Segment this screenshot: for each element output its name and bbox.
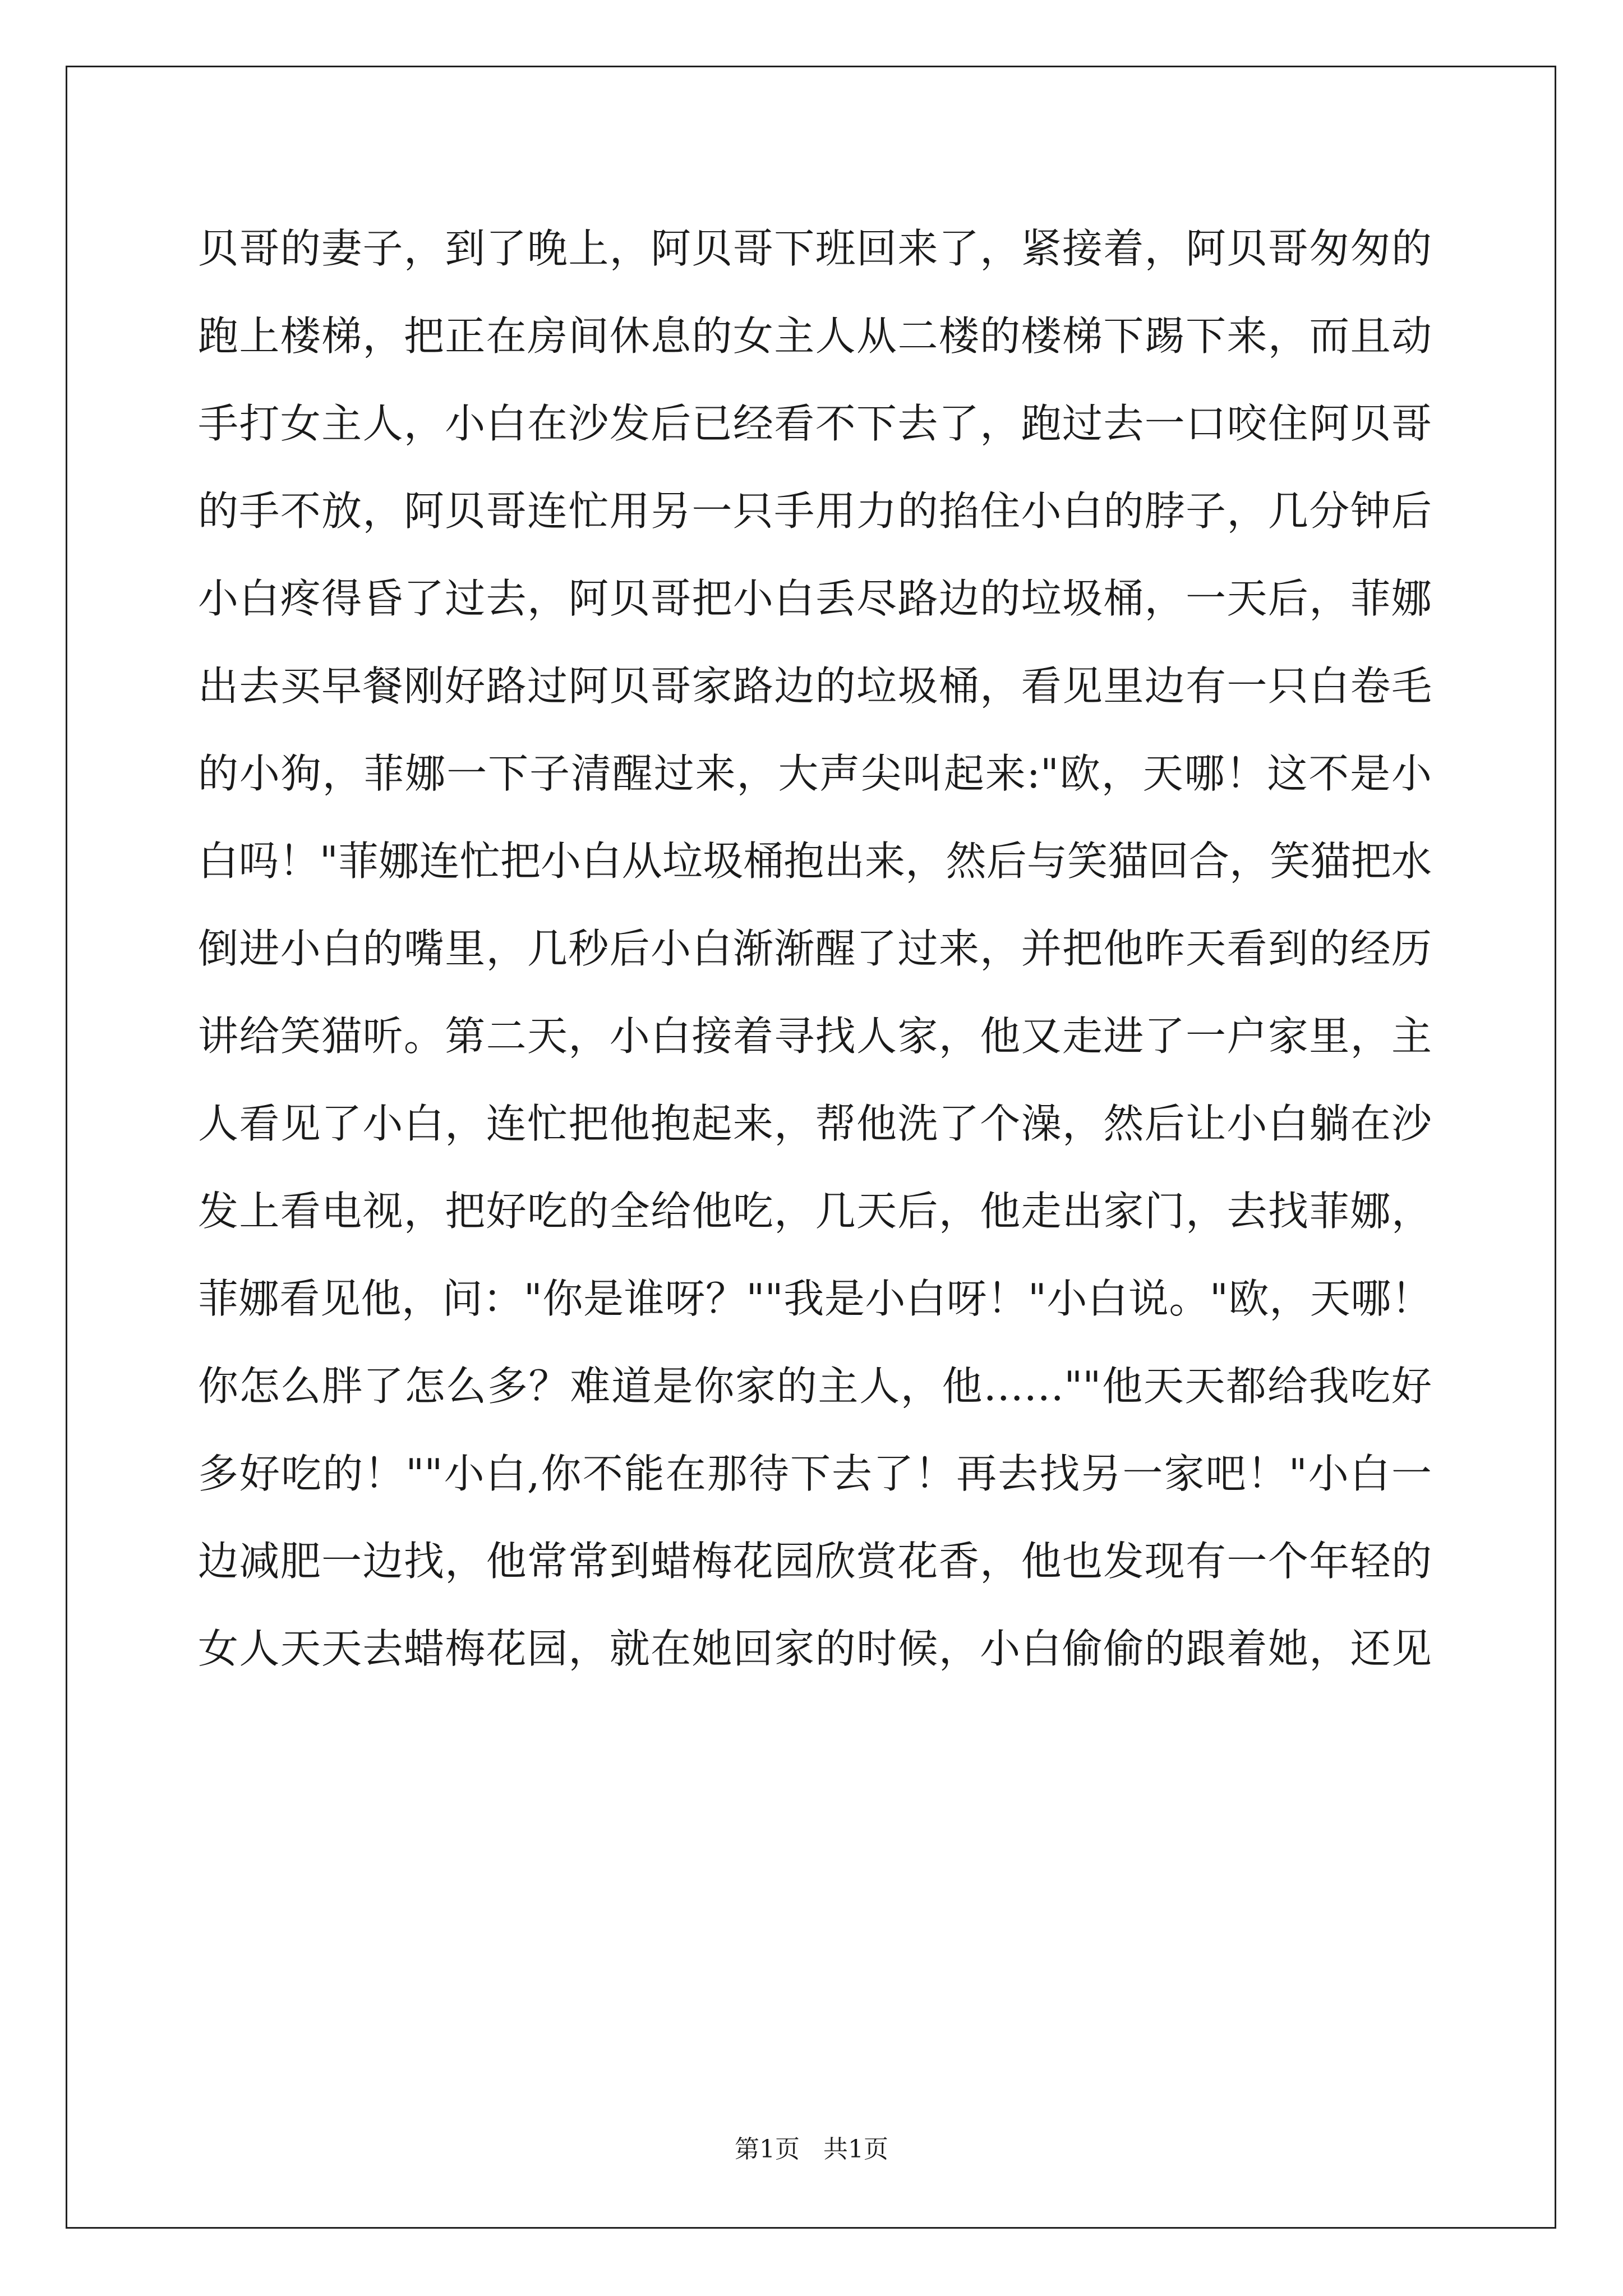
page-number-footer: 第1页 共1页 — [735, 2135, 888, 2164]
text-line: 小白疼得昏了过去，阿贝哥把小白丢尽路边的垃圾桶，一天后，菲娜 — [198, 575, 1432, 622]
text-line: 多好吃的！""小白,你不能在那待下去了！再去找另一家吧！"小白一 — [198, 1450, 1432, 1497]
text-line: 女人天天去蜡梅花园，就在她回家的时候，小白偷偷的跟着她，还见 — [198, 1625, 1432, 1672]
text-line: 贝哥的妻子，到了晚上，阿贝哥下班回来了，紧接着，阿贝哥匆匆的 — [198, 225, 1432, 272]
text-line: 发上看电视，把好吃的全给他吃，几天后，他走出家门，去找菲娜， — [198, 1188, 1432, 1235]
text-line: 边减肥一边找，他常常到蜡梅花园欣赏花香，他也发现有一个年轻的 — [198, 1538, 1432, 1585]
text-line: 手打女主人，小白在沙发后已经看不下去了，跑过去一口咬住阿贝哥 — [198, 400, 1432, 447]
text-line: 菲娜看见他，问："你是谁呀？""我是小白呀！"小白说。"欧，天哪！ — [198, 1275, 1432, 1322]
text-line: 倒进小白的嘴里，几秒后小白渐渐醒了过来，并把他昨天看到的经历 — [198, 925, 1432, 972]
text-line: 人看见了小白，连忙把他抱起来，帮他洗了个澡，然后让小白躺在沙 — [198, 1100, 1432, 1147]
text-line: 白吗！"菲娜连忙把小白从垃圾桶抱出来，然后与笑猫回合，笑猫把水 — [198, 838, 1432, 885]
text-line: 你怎么胖了怎么多？难道是你家的主人，他……""他天天都给我吃好 — [198, 1363, 1432, 1410]
text-line: 的手不放，阿贝哥连忙用另一只手用力的掐住小白的脖子，几分钟后 — [198, 487, 1432, 535]
text-line: 出去买早餐刚好路过阿贝哥家路边的垃圾桶，看见里边有一只白卷毛 — [198, 662, 1432, 710]
document-body — [198, 205, 1432, 1692]
text-line: 讲给笑猫听。第二天，小白接着寻找人家，他又走进了一户家里，主 — [198, 1013, 1432, 1060]
text-line: 的小狗，菲娜一下子清醒过来，大声尖叫起来:"欧，天哪！这不是小 — [198, 750, 1432, 797]
text-line: 跑上楼梯，把正在房间休息的女主人从二楼的楼梯下踢下来，而且动 — [198, 312, 1432, 360]
